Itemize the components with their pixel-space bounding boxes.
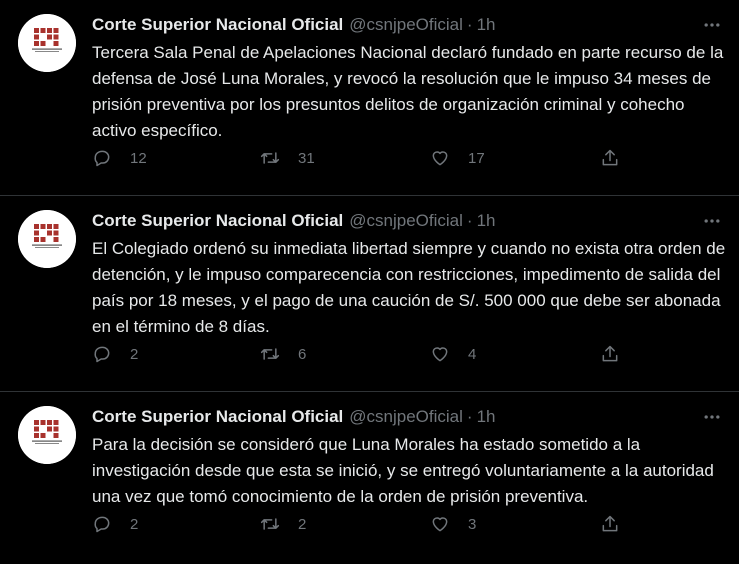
retweet-count: 2: [298, 515, 307, 533]
retweet-button[interactable]: [260, 146, 315, 170]
account-name[interactable]: Corte Superior Nacional Oficial: [92, 211, 344, 230]
share-upload-icon: [600, 148, 620, 168]
tweet-header: [92, 208, 719, 234]
reply-button[interactable]: [92, 342, 138, 366]
tweet[interactable]: [0, 392, 739, 564]
retweet-count: 31: [298, 149, 315, 167]
like-button[interactable]: [430, 342, 476, 366]
tweet[interactable]: [0, 196, 739, 392]
separator-dot: ·: [466, 407, 473, 426]
share-upload-icon: [600, 344, 620, 364]
separator-dot: ·: [466, 15, 473, 34]
avatar[interactable]: [18, 210, 76, 268]
speech-bubble-icon: [92, 514, 112, 534]
heart-icon: [430, 148, 450, 168]
tweet-actions: [92, 512, 632, 536]
ellipsis-icon: [702, 211, 722, 231]
account-handle[interactable]: @csnjpeOficial: [349, 407, 463, 426]
tweet-actions: [92, 146, 632, 170]
like-button[interactable]: [430, 512, 476, 536]
account-name[interactable]: Corte Superior Nacional Oficial: [92, 15, 344, 34]
like-count: 17: [468, 149, 485, 167]
more-options-button[interactable]: [701, 406, 723, 428]
heart-icon: [430, 514, 450, 534]
tweet-time[interactable]: 1h: [476, 15, 496, 34]
ellipsis-icon: [702, 15, 722, 35]
tweet-actions: [92, 342, 632, 366]
tweet-text: Tercera Sala Penal de Apelaciones Nacional declaró fundado en parte recurso de la defensa de José Luna Morales, y revocó la resolución que le impuso 34 meses de prisión preventiva por los presuntos delitos de organización criminal y cohecho activo específico.: [92, 43, 724, 140]
reply-count: 2: [130, 515, 139, 533]
tweet[interactable]: [0, 0, 739, 196]
court-logo-icon: [18, 406, 76, 464]
speech-bubble-icon: [92, 344, 112, 364]
avatar[interactable]: [18, 14, 76, 72]
like-count: 4: [468, 345, 477, 363]
separator-dot: ·: [466, 211, 473, 230]
like-count: 3: [468, 515, 477, 533]
retweet-button[interactable]: [260, 512, 306, 536]
tweet-time[interactable]: 1h: [476, 211, 496, 230]
ellipsis-icon: [702, 407, 722, 427]
reply-count: 12: [130, 149, 147, 167]
avatar[interactable]: [18, 406, 76, 464]
share-button[interactable]: [600, 146, 620, 170]
court-logo-icon: [18, 210, 76, 268]
retweet-arrows-icon: [260, 344, 280, 364]
speech-bubble-icon: [92, 148, 112, 168]
tweet-text: Para la decisión se consideró que Luna Morales ha estado sometido a la investigación desde que esta se inició, y se entregó voluntariamente a la autoridad una vez que tomó conocimiento de la orden de prisión preventiva.: [92, 435, 714, 506]
share-upload-icon: [600, 514, 620, 534]
account-name[interactable]: Corte Superior Nacional Oficial: [92, 407, 344, 426]
more-options-button[interactable]: [701, 210, 723, 232]
share-button[interactable]: [600, 512, 620, 536]
heart-icon: [430, 344, 450, 364]
reply-button[interactable]: [92, 146, 147, 170]
share-button[interactable]: [600, 342, 620, 366]
tweet-header: [92, 404, 719, 430]
reply-count: 2: [130, 345, 139, 363]
retweet-arrows-icon: [260, 514, 280, 534]
tweet-header: [92, 12, 719, 38]
court-logo-icon: [18, 14, 76, 72]
account-handle[interactable]: @csnjpeOficial: [349, 15, 463, 34]
retweet-arrows-icon: [260, 148, 280, 168]
retweet-count: 6: [298, 345, 307, 363]
reply-button[interactable]: [92, 512, 138, 536]
like-button[interactable]: [430, 146, 485, 170]
retweet-button[interactable]: [260, 342, 306, 366]
tweet-time[interactable]: 1h: [476, 407, 496, 426]
more-options-button[interactable]: [701, 14, 723, 36]
tweet-text: El Colegiado ordenó su inmediata libertad siempre y cuando no exista otra orden de detención, y le impuso comparecencia con restricciones, impedimento de salida del país por 18 meses, y el pago de una caución de S/. 500 000 que debe ser abonada en el término de 8 días.: [92, 239, 726, 336]
account-handle[interactable]: @csnjpeOficial: [349, 211, 463, 230]
